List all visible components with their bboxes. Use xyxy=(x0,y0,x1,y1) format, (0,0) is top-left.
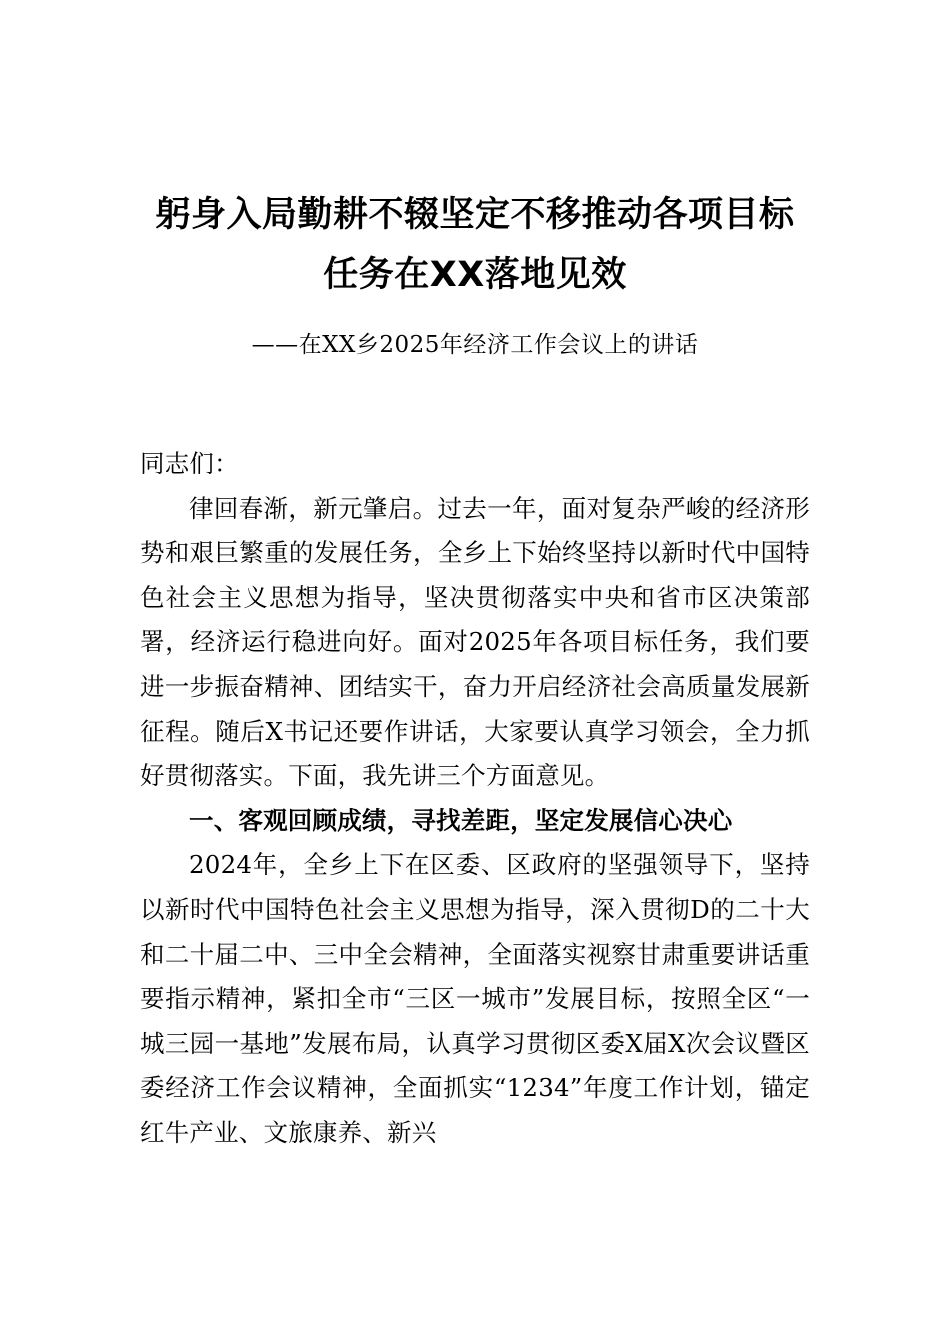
page-subtitle: ——在XX乡2025年经济工作会议上的讲话 xyxy=(251,332,699,359)
salutation: 同志们： xyxy=(140,449,239,479)
body-paragraph-2: 2024年，全乡上下在区委、区政府的坚强领导下，坚持以新时代中国特色社会主义思想为指导，深入贯彻D的二十大和二十届二中、三中全会精神，全面落实视察甘肃重要讲话重要指示精神，紧扣全市“三区一城市”发展目标，按照全区“一城三园一基地”发展布局，认真学习贯彻区委X届X次会议暨区委经济工作会议精神，全面抓实“1234”年度工作计划，锚定红牛产业、文旅康养、新兴 xyxy=(140,850,810,1147)
page-title: 躬身入局勤耕不辍坚定不移推动各项目标任务在XX落地见效 xyxy=(155,195,795,296)
body-paragraph-1: 律回春渐，新元肇启。过去一年，面对复杂严峻的经济形势和艰巨繁重的发展任务，全乡上下始终坚持以新时代中国特色社会主义思想为指导，坚决贯彻落实中央和省市区决策部署，经济运行稳进向好。面对2025年各项目标任务，我们要进一步振奋精神、团结实干，奋力开启经济社会高质量发展新征程。随后X书记还要作讲话，大家要认真学习领会，全力抓好贯彻落实。下面，我先讲三个方面意见。 xyxy=(140,493,810,791)
section-heading-1: 一、客观回顾成绩，寻找差距，坚定发展信心决心 xyxy=(189,805,733,835)
document-body xyxy=(140,442,810,1155)
